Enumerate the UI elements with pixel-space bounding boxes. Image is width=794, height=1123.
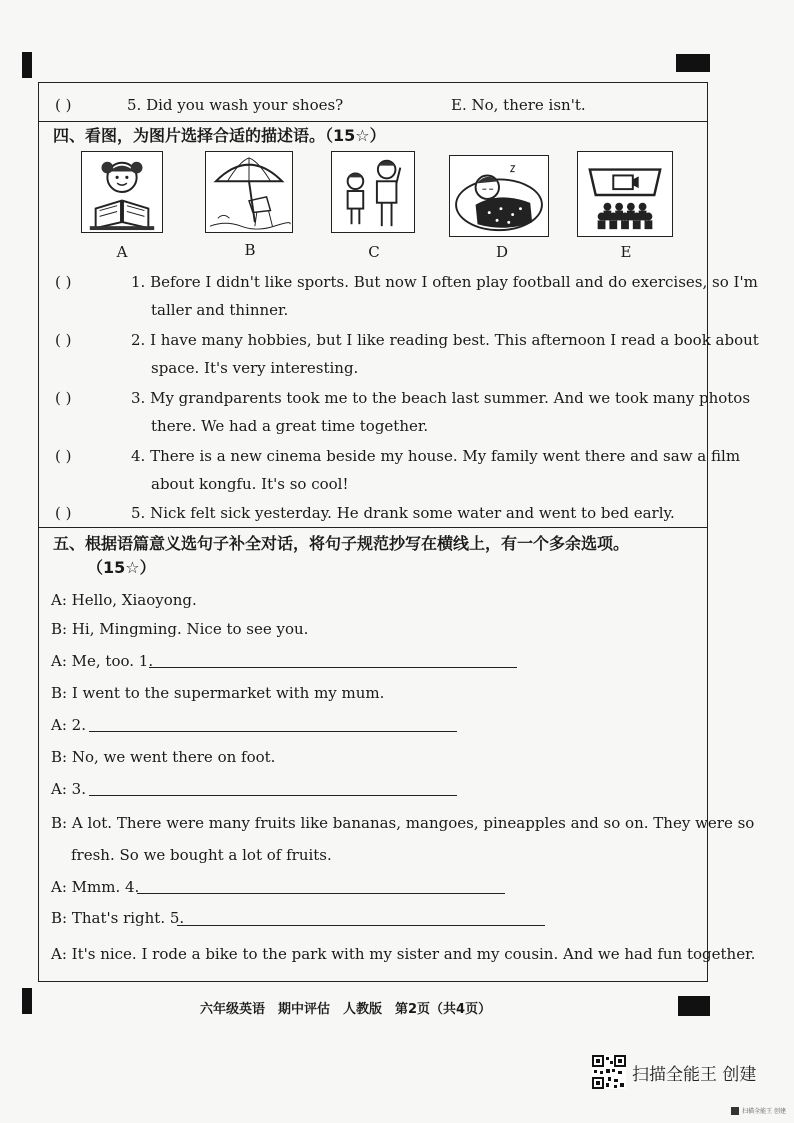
picture-label-e: E bbox=[620, 243, 632, 261]
picture-label-d: D bbox=[495, 243, 509, 261]
cinema-icon bbox=[578, 152, 672, 236]
picture-label-c: C bbox=[368, 243, 380, 261]
dialogue-line-cont: fresh. So we bought a lot of fruits. bbox=[71, 846, 332, 864]
picture-a bbox=[81, 151, 163, 233]
item-text: 5. Nick felt sick yesterday. He drank some water and went to bed early. bbox=[131, 504, 675, 522]
answer-paren[interactable]: ( ) bbox=[55, 96, 72, 114]
dialogue-line: A: 3. bbox=[51, 780, 86, 798]
section5-heading: 五、根据语篇意义选句子补全对话，将句子规范抄写在横线上，有一个多余选项。 bbox=[53, 534, 630, 553]
answer-blank-3[interactable] bbox=[89, 795, 457, 796]
picture-c bbox=[331, 151, 415, 233]
item-text: 4. There is a new cinema beside my house. My family went there and saw a film bbox=[131, 447, 741, 465]
small-watermark bbox=[731, 1106, 786, 1115]
answer-paren[interactable]: ( ) bbox=[55, 273, 72, 291]
answer-paren[interactable]: ( ) bbox=[55, 331, 72, 349]
picture-label-b: B bbox=[244, 241, 256, 259]
registration-mark-bottom-right bbox=[678, 996, 710, 1016]
dialogue-line: A: Me, too. 1. bbox=[51, 652, 154, 670]
answer-paren[interactable]: ( ) bbox=[55, 447, 72, 465]
section-divider bbox=[39, 527, 707, 528]
item-text-cont: there. We had a great time together. bbox=[151, 417, 429, 435]
two-boys-icon bbox=[332, 152, 414, 232]
scanner-watermark bbox=[592, 1055, 756, 1089]
answer-blank-4[interactable] bbox=[137, 893, 505, 894]
page-footer: 六年级英语 期中评估 人教版 第2页（共4页） bbox=[200, 1002, 492, 1017]
picture-label-a: A bbox=[116, 243, 128, 261]
item-text-cont: about kongfu. It's so cool! bbox=[151, 475, 349, 493]
picture-b bbox=[205, 151, 293, 233]
dialogue-line: A: 2. bbox=[51, 716, 86, 734]
dialogue-line: B: No, we went there on foot. bbox=[51, 748, 276, 766]
registration-mark-top-right bbox=[676, 54, 710, 72]
section5-score: （15☆） bbox=[87, 558, 156, 577]
answer-blank-2[interactable] bbox=[89, 731, 457, 732]
small-watermark-text: 扫描全能王 创建 bbox=[742, 1108, 786, 1115]
dialogue-line: B: I went to the supermarket with my mum. bbox=[51, 684, 385, 702]
dialogue-line: A: It's nice. I rode a bike to the park with my sister and my cousin. And we had fun together. bbox=[51, 945, 756, 963]
item-text: 2. I have many hobbies, but I like reading best. This afternoon I read a book about bbox=[131, 331, 759, 349]
registration-mark-top-left bbox=[22, 52, 32, 78]
answer-blank-1[interactable] bbox=[149, 667, 517, 668]
registration-mark-bottom-left bbox=[22, 988, 32, 1014]
qr-code-icon bbox=[592, 1055, 626, 1089]
dialogue-line: B: Hi, Mingming. Nice to see you. bbox=[51, 620, 309, 638]
question-text: 5. Did you wash your shoes? bbox=[127, 96, 344, 114]
answer-paren[interactable]: ( ) bbox=[55, 389, 72, 407]
dialogue-line: B: A lot. There were many fruits like bananas, mangoes, pineapples and so on. They were so bbox=[51, 814, 755, 832]
item-text-cont: space. It's very interesting. bbox=[151, 359, 359, 377]
option-text: E. No, there isn't. bbox=[451, 96, 586, 114]
answer-blank-5[interactable] bbox=[177, 925, 545, 926]
item-text: 1. Before I didn't like sports. But now I often play football and do exercises, so I'm bbox=[131, 273, 758, 291]
section-divider bbox=[39, 121, 707, 122]
dialogue-line: B: That's right. 5. bbox=[51, 909, 185, 927]
girl-reading-icon bbox=[82, 152, 162, 232]
sick-in-bed-icon bbox=[450, 156, 548, 236]
exam-sheet bbox=[38, 82, 759, 982]
item-text: 3. My grandparents took me to the beach last summer. And we took many photos bbox=[131, 389, 751, 407]
watermark-text: 扫描全能王 创建 bbox=[632, 1064, 757, 1085]
beach-umbrella-icon bbox=[206, 152, 292, 232]
answer-paren[interactable]: ( ) bbox=[55, 504, 72, 522]
picture-d bbox=[449, 155, 549, 237]
picture-e bbox=[577, 151, 673, 237]
section4-heading: 四、看图，为图片选择合适的描述语。（15☆） bbox=[53, 126, 386, 145]
dialogue-line: A: Hello, Xiaoyong. bbox=[51, 591, 197, 609]
small-qr-icon bbox=[731, 1107, 739, 1115]
dialogue-line: A: Mmm. 4. bbox=[51, 878, 140, 896]
item-text-cont: taller and thinner. bbox=[151, 301, 289, 319]
